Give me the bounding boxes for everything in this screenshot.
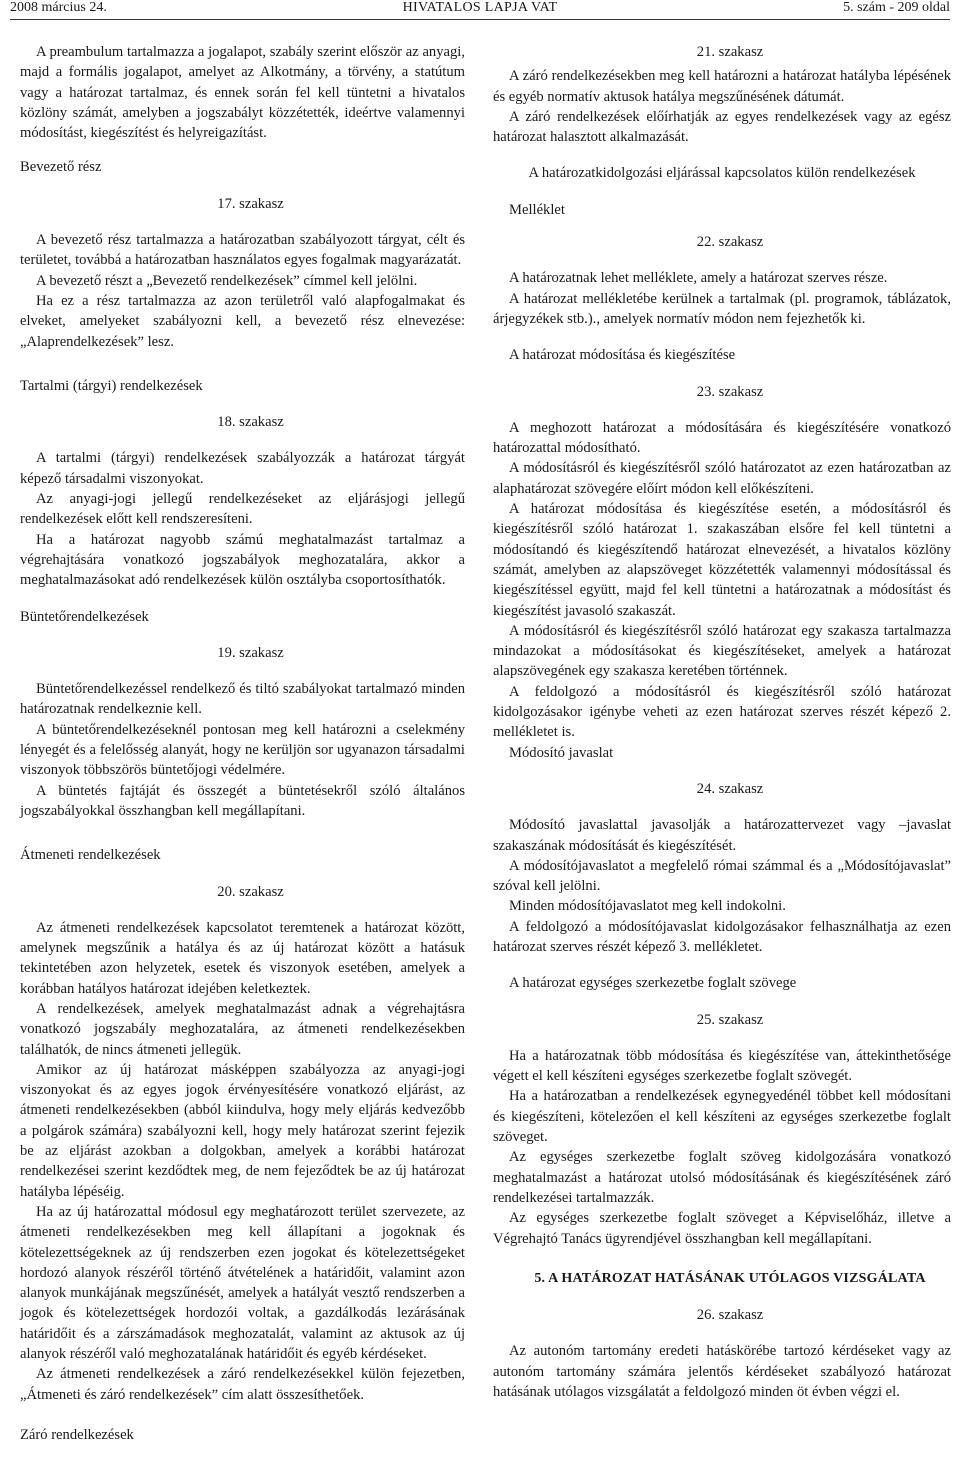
- section-22-title: 22. szakasz: [696, 234, 764, 251]
- section-26-title: 26. szakasz: [696, 1307, 764, 1324]
- section-22-paragraph-2: A határozat mellékletébe kerülnek a tartalmak (pl. programok, táblázatok, árjegyzékek stb.)., amelyek normatív módon nem fejezhetők ki.: [493, 290, 951, 327]
- section-24-title: 24. szakasz: [696, 780, 764, 797]
- section-23-paragraph-2: A módosításról és kiegészítésről szóló határozatot az ezen határozatban az alaphatározat szövegére előírt módon kell előkészíteni.: [493, 460, 951, 497]
- section-19-title: 19. szakasz: [217, 644, 284, 661]
- heading-bevezeto-resz: Bevezető rész: [20, 159, 102, 176]
- section-18-paragraph-2: Az anyagi-jogi jellegű rendelkezéseket az eljárásjogi jellegű rendelkezések előtt kell rendszeresíteni.: [20, 491, 465, 528]
- section-25-paragraph-4: Az egységes szerkezetbe foglalt szöveget a Képviselőház, illetve a Végrehajtó Tanács ügyrendjével összhangban kell megállapítani.: [493, 1210, 951, 1247]
- section-17-paragraph-1: A bevezető rész tartalmazza a határozatban szabályozott tárgyat, célt és területet, továbbá a határozatban használatos egyes fogalmak magyarázatát.: [20, 232, 465, 269]
- section-20-title: 20. szakasz: [217, 883, 284, 900]
- section-23-paragraph-5: A feldolgozó a módosításról és kiegészítésről szóló határozat kidolgozásakor igénybe veheti az ezen határozat szerves részét képező 2. mellékletet is.: [493, 683, 951, 741]
- page-header: [10, 0, 950, 18]
- section-17-title: 17. szakasz: [217, 195, 284, 212]
- section-19-paragraph-2: A büntetőrendelkezéseknél pontosan meg kell határozni a cselekmény lényegét és a felelősség alanyát, hogy ne kerüljön sor ugyanazon társadalmi viszonyok többszörös büntetőjogi védelmére.: [20, 721, 465, 779]
- section-23-paragraph-3: A határozat módosítása és kiegészítése esetén, a módosításról és kiegészítésről szóló határozat 1. szakaszában elsőre fel kell tüntetni a módosítandó és kiegészítendő határozat elnevezését, a hivatalos közlöny számát, amelyben az alapszöveget közzétették valamennyi módosítással és kiegészítéssel együtt, majd fel kell tüntetni a határozatnak a módosítást és kiegészítést javasoló szakaszát.: [493, 501, 951, 619]
- heading-zaro-rendelkezesek: Záró rendelkezések: [20, 1426, 134, 1443]
- section-20-paragraph-5: Az átmeneti rendelkezések a záró rendelkezésekkel külön fejezetben, „Átmeneti és záró rendelkezések” cím alatt összesíthetőek.: [20, 1366, 465, 1403]
- section-23-paragraph-4: A módosításról és kiegészítésről szóló határozat egy szakasza tartalmazza mindazokat a módosításokat és kiegészítéseket, amelyek a határozat alapszövegének egy szakasza keretében történnek.: [493, 622, 951, 680]
- section-20-paragraph-4: Ha az új határozattal módosul egy meghatározott terület szervezete, az átmeneti rendelkezésekben meg kell állapítani a jogoknak és kötelezettségeknek az új rendszerben ezen jogokat és kötelezettségeket hordozó alanyok részéről történő átvételének a határidőit, valamint azon alanyok munkájának megszűnését, amelyek a hatályát vesztő rendszerben a jogok és kötelezettségek hordozói voltak, a gazdálkodás lezárásának határidőit és a zárszámadások meghozatalát, valamint az aktusok az új alanyok részéről való meghozatalának határidőit és egyéb kérdéseket.: [20, 1203, 465, 1363]
- header-page-number: 5. szám - 209 oldal: [843, 0, 950, 15]
- heading-melleklet: Melléklet: [509, 201, 565, 218]
- section-25-paragraph-1: Ha a határozatnak több módosítása és kiegészítése van, áttekinthetősége végett el kell készíteni egységes szerkezetbe foglalt szövegét.: [493, 1047, 951, 1085]
- heading-modosito-javaslat: Módosító javaslat: [509, 744, 614, 761]
- header-date: 2008 március 24.: [10, 0, 107, 15]
- section-21-paragraph-2: A záró rendelkezések előírhatják az egyes rendelkezések vagy az egész határozat halasztott alkalmazását.: [493, 108, 951, 146]
- section-20-paragraph-2: A rendelkezések, amelyek meghatalmazást adnak a végrehajtásra vonatkozó jogszabály meghozatalára, az átmeneti rendelkezésekben találhatók, de nincs átmeneti jellegük.: [20, 1000, 465, 1058]
- section-25-paragraph-3: Az egységes szerkezetbe foglalt szöveg kidolgozására vonatkozó meghatalmazást a határozat utolsó módosításának és kiegészítésének záró rendelkezései tartalmazzák.: [493, 1149, 951, 1206]
- section-21-title: 21. szakasz: [696, 44, 764, 60]
- section-19-paragraph-1: Büntetőrendelkezéssel rendelkező és tiltó szabályokat tartalmazó minden határozatnak rendelkeznie kell.: [20, 681, 465, 718]
- section-20-paragraph-3: Amikor az új határozat másképpen szabályozza az anyagi-jogi viszonyokat és az egyes jogok érvényesítésére vonatkozó eljárást, az átmeneti rendelkezésekben (abból kiindulva, hogy mely eljárás kedvezőbb a polgárok számára) szabályozni kell, hogy mely határozat szerint fejezik be az eljárást azokban a dolgokban, amelyek a korábbi határozat rendelkezései szerint kezdődtek meg, de nem fejeződtek be az új határozat hatályba lépéséig.: [20, 1061, 465, 1200]
- left-column: [20, 42, 465, 1445]
- heading-buntetorendelkezesek: Büntetőrendelkezések: [20, 608, 149, 625]
- section-23-paragraph-1: A meghozott határozat a módosítására és kiegészítésére vonatkozó határozattal módosítható.: [493, 419, 951, 457]
- heading-atmeneti-rendelkezesek: Átmeneti rendelkezések: [20, 847, 161, 864]
- header-title: HIVATALOS LAPJA VAT: [402, 0, 558, 15]
- section-20-paragraph-1: Az átmeneti rendelkezések kapcsolatot teremtenek a határozat között, amelynek megszűnik a hatálya és az új határozat között a hatásuk tekintetében azon helyzetek, esetek és viszonyok esetében, amelyek a korábban hatályos határozat idejében keletkeztek.: [20, 919, 465, 997]
- section-23-title: 23. szakasz: [696, 383, 764, 400]
- section-24-paragraph-1: Módosító javaslattal javasolják a határozattervezet vagy –javaslat szakaszának módosítását és kiegészítését.: [493, 817, 951, 854]
- section-18-paragraph-1: A tartalmi (tárgyi) rendelkezések szabályozzák a határozat tárgyát képező társadalmi viszonyokat.: [20, 450, 465, 487]
- heading-kidolgozasi-eljaras: A határozatkidolgozási eljárással kapcsolatos külön rendelkezések: [528, 165, 916, 182]
- heading-tartalmi-rendelkezesek: Tartalmi (tárgyi) rendelkezések: [20, 377, 203, 394]
- section-17-paragraph-3: Ha ez a rész tartalmazza az azon területről való alapfogalmakat és elveket, amelyeket szabályozni kell, a bevezető rész elnevezése: „Alaprendelkezések” lesz.: [20, 292, 465, 350]
- section-22-paragraph-1: A határozatnak lehet melléklete, amely a határozat szerves része.: [509, 270, 888, 287]
- section-18-title: 18. szakasz: [217, 414, 284, 431]
- heading-egyseges-szerkezet: A határozat egységes szerkezetbe foglalt szövege: [509, 975, 797, 992]
- section-24-paragraph-4: A feldolgozó a módosítójavaslat kidolgozásakor felhasználhatja az ezen határozat szerves részét képező 3. mellékletet.: [493, 918, 951, 955]
- section-25-title: 25. szakasz: [696, 1011, 764, 1028]
- section-24-paragraph-3: Minden módosítójavaslatot meg kell indokolni.: [509, 898, 786, 915]
- section-21-paragraph-1: A záró rendelkezésekben meg kell határozni a határozat hatályba lépésének és egyéb normatív aktusok hatálya megszűnésének dátumát.: [493, 68, 951, 105]
- section-24-paragraph-2: A módosítójavaslatot a megfelelő római számmal és a „Módosítójavaslat” szóval kell jelölni.: [493, 857, 951, 895]
- heading-modositas-kiegeszites: A határozat módosítása és kiegészítése: [509, 347, 736, 364]
- section-18-paragraph-3: Ha a határozat nagyobb számú meghatalmazást tartalmaz a végrehajtására vonatkozó jogszabályok meghozatalára, akkor a meghatalmazásokat adó rendelkezések külön osztályba csoportosíthatók.: [20, 531, 465, 589]
- section-17-paragraph-2: A bevezető részt a „Bevezető rendelkezések” címmel kell jelölni.: [36, 272, 418, 289]
- section-25-paragraph-2: Ha a határozatban a rendelkezések egynegyedénél többet kell módosítani és kiegészíteni, kötelezően el kell készíteni az egységes szerkezetbe foglalt szöveget.: [493, 1088, 951, 1146]
- header-divider: [10, 19, 950, 20]
- right-column: [493, 42, 951, 1402]
- preamble-paragraph: A preambulum tartalmazza a jogalapot, szabály szerint először az anyagi, majd a formális jogalapot, amelyet az Alkotmány, a törvény, a statútum vagy a határozat tartalmaz, és ennek során fel kell tüntetni a hivatalos közlöny számát, amelyben a jogszabályt közzétették, ideértve valamennyi módosítást, kiegészítést és helyreigazítást.: [20, 44, 465, 142]
- chapter-5-title: 5. A HATÁROZAT HATÁSÁNAK UTÓLAGOS VIZSGÁLATA: [534, 1270, 926, 1286]
- section-19-paragraph-3: A büntetés fajtáját és összegét a büntetésekről szóló általános jogszabályokkal összhangban kell megállapítani.: [20, 782, 465, 819]
- section-26-paragraph-1: Az autonóm tartomány eredeti hatáskörébe tartozó kérdéseket vagy az autonóm tartomány számára jelentős kérdéseket szabályozó határozat hatásának utólagos vizsgálatát a feldolgozó minden öt évben végzi el.: [493, 1343, 951, 1401]
